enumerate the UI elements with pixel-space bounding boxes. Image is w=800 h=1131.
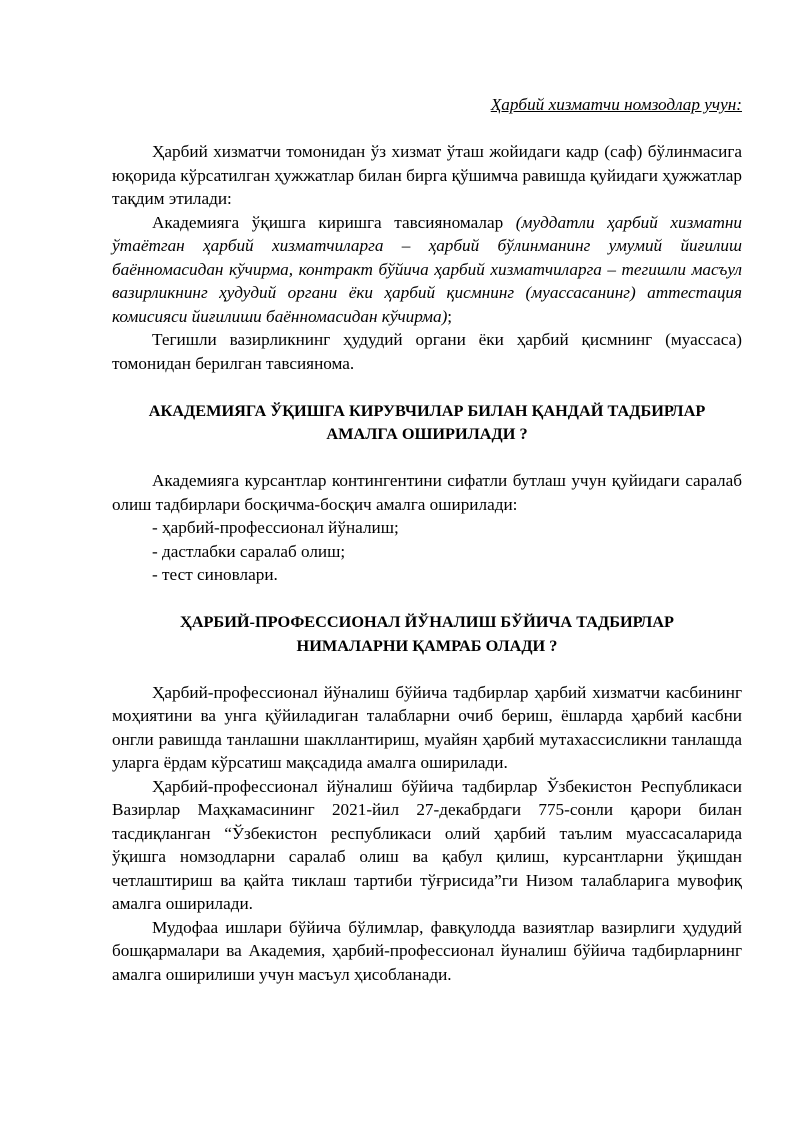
list-item: - тест синовлари. <box>152 565 278 584</box>
section-2-title-line-1: ҲАРБИЙ-ПРОФЕССИОНАЛ ЙЎНАЛИШ БЎЙИЧА ТАДБИРЛАР <box>179 612 675 631</box>
spacer <box>112 587 742 611</box>
list-item: - дастлабки саралаб олиш; <box>152 541 346 561</box>
intro-paragraph-1: Ҳарбий хизматчи томонидан ўз хизмат ўташ жойидаги кадр (саф) бўлинмасига юқорида кўрсатилган ҳужжатлар билан бирга қўшимча равишда қуйидаги ҳужжатлар тақдим этилади: <box>112 142 742 208</box>
section-2-paragraph-2: Ҳарбий-профессионал йўналиш бўйича тадбирлар Ўзбекистон Республикаси Вазирлар Маҳкамасининг 2021-йил 27-декабрдаги 775-сонли қарори билан тасдиқланган “Ўзбекистон республикаси олий ҳарбий таълим муассасаларида ўқишга номзодларни саралаб олиш ва қабул қилиш, курсантларни ўқишдан четлаштириш ва қайта тиклаш тартиби тўғрисида”ги Низом талабларига мувофиқ амалга оширилади. <box>112 776 742 913</box>
section-2-paragraph-3: Мудофаа ишлари бўйича бўлимлар, фавқулодда вазиятлар вазирлиги ҳудудий бошқармалари ва Академия, ҳарбий-профессионал йуналиш бўйича тадбирларнинг амалга оширилиши учун масъул ҳисобланади. <box>112 917 742 984</box>
section-2-paragraph-1: Ҳарбий-профессионал йўналиш бўйича тадбирлар ҳарбий хизматчи касбининг моҳиятини ва унга қўйиладиган талабларни очиб бериш, ёшларда ҳарбий касбни онгли равишда танлашни шакллантириш, муайян ҳарбий мутахассисликни танлашда уларга ёрдам кўрсатиш мақсадида амалга оширилади. <box>112 682 742 772</box>
spacer <box>112 117 742 141</box>
spacer <box>112 657 742 681</box>
spacer <box>112 446 742 470</box>
section-1-paragraph: Академияга курсантлар контингентини сифатли бутлаш учун қуйидаги саралаб олиш тадбирлари босқичма-босқич амалга оширилади: <box>112 471 742 514</box>
spacer <box>112 375 742 399</box>
intro-paragraph-2-italic: (муддатли ҳарбий хизматни ўтаётган ҳарбий хизматчиларга – ҳарбий бўлинманинг умумий йиғилиш баённомасидан кўчирма, контракт бўйича ҳарбий хизматчиларга – тегишли масъул вазирликнинг ҳудудий органи ёки ҳарбий қисмнинг (муассасанинг) аттестация комисияси йиғилиши баённомасидан кўчирма) <box>112 212 743 326</box>
section-1-title-line-1: АКАДЕМИЯГА ЎҚИШГА КИРУВЧИЛАР БИЛАН ҚАНДАЙ ТАДБИРЛАР <box>148 400 706 420</box>
list-item: - ҳарбий-профессионал йўналиш; <box>152 518 399 537</box>
intro-paragraph-3: Тегишли вазирликнинг ҳудудий органи ёки ҳарбий қисмнинг (муассаса) томонидан берилган тавсиянома. <box>112 330 742 373</box>
document-body <box>112 93 742 986</box>
candidates-heading: Ҳарбий хизматчи номзодлар учун: <box>490 95 742 114</box>
intro-paragraph-2-end: ; <box>447 306 453 326</box>
intro-paragraph-2 <box>112 211 742 329</box>
intro-paragraph-2-text: Академияга ўқишга киришга тавсияномалар <box>152 212 516 232</box>
section-1-title-line-2: АМАЛГА ОШИРИЛАДИ ? <box>326 424 528 443</box>
section-2-title-line-2: НИМАЛАРНИ ҚАМРАБ ОЛАДИ ? <box>296 635 558 655</box>
